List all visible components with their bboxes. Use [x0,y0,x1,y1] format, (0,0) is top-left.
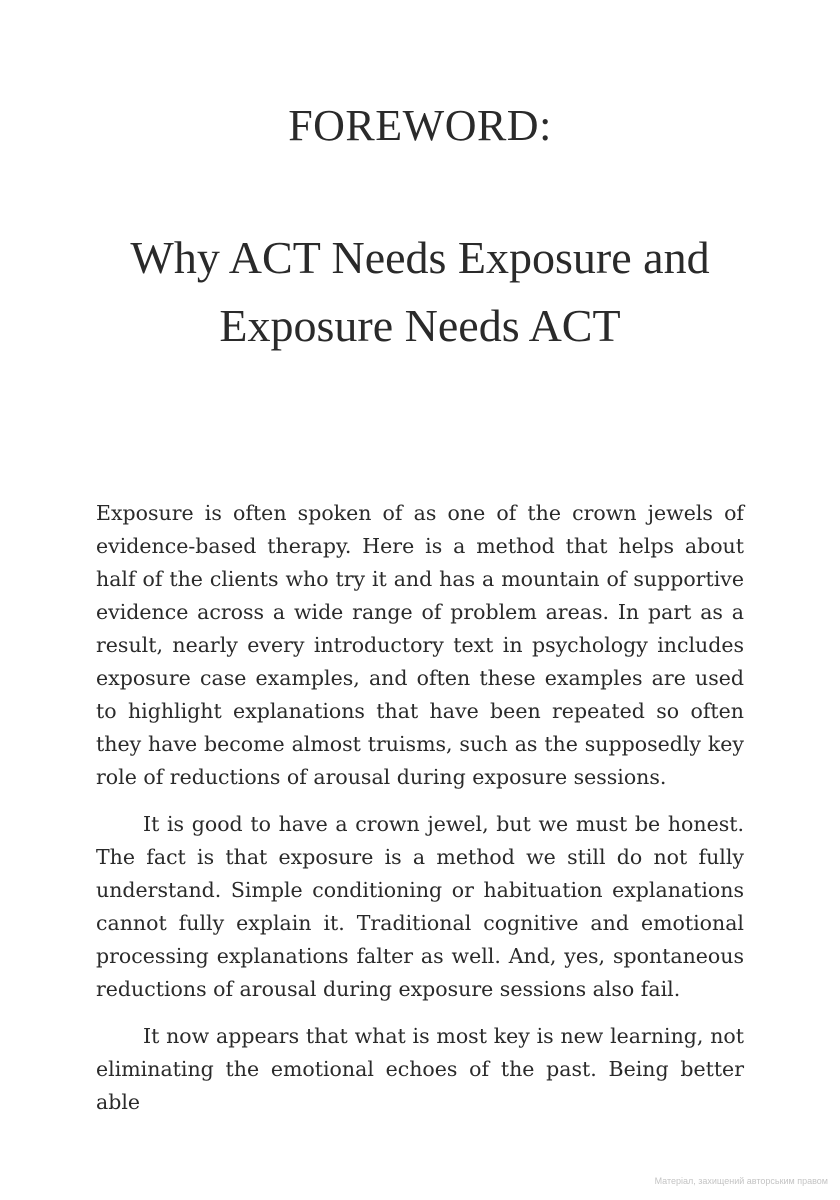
chapter-title: Why ACT Needs Exposure and Exposure Needs ACT [130,232,710,351]
chapter-label: FOREWORD: [288,101,552,150]
paragraph: It now appears that what is most key is new learning, not eliminating the emotional echoes of the past. Being better able [96,1024,744,1114]
copyright-watermark: Матеріал, захищений авторським правом [654,1176,828,1186]
paragraph: Exposure is often spoken of as one of the crown jewels of evidence-based therapy. Here is a method that helps about half of the clients who try it and has a mountain of supportive evidence across a wide range of problem areas. In part as a result, nearly every introductory text in psychology includes exposure case examples, and often these examples are used to highlight explanations that have been repeated so often they have become almost truisms, such as the supposedly key role of reductions of arousal during exposure sessions. [96,501,744,789]
body-text [96,497,744,1133]
paragraph: It is good to have a crown jewel, but we must be honest. The fact is that exposure is a method we still do not fully understand. Simple conditioning or habituation explanations cannot fully explain it. Traditional cognitive and emotional processing explanations falter as well. And, yes, spontaneous reductions of arousal during exposure sessions also fail. [96,812,744,1001]
